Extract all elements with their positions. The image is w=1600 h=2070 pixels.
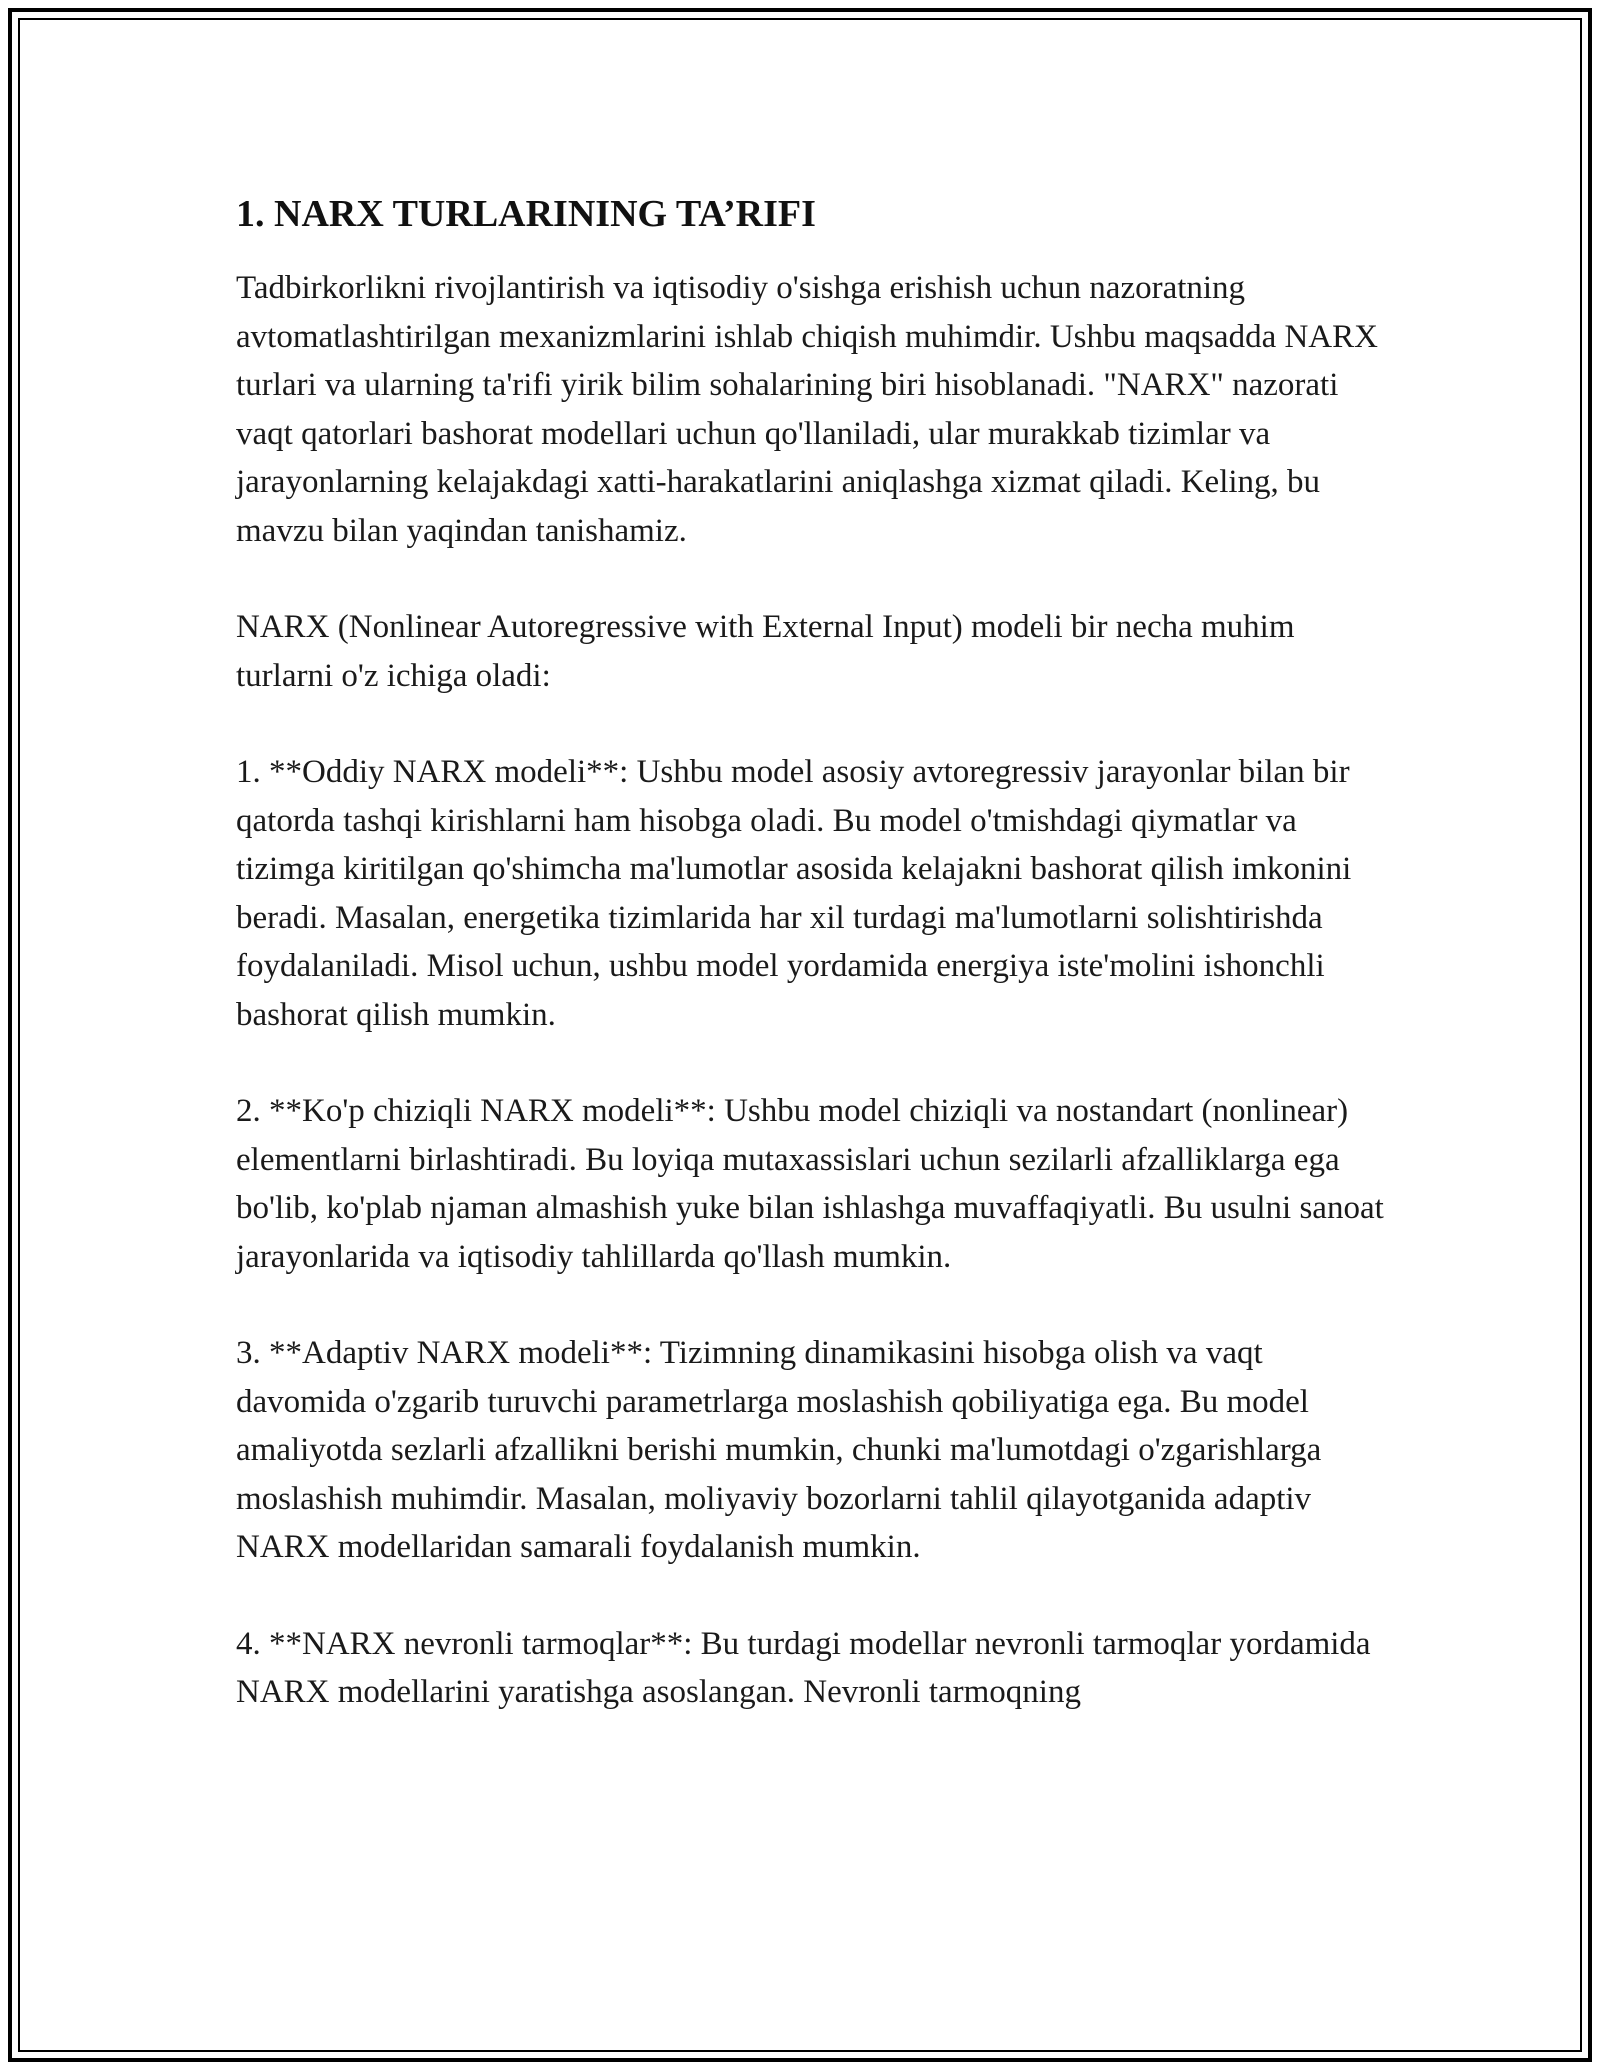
document-body (236, 190, 1386, 1765)
paragraph-narx-types-lead: NARX (Nonlinear Autoregressive with External Input) modeli bir necha muhim turlarni o'z ichiga oladi: (236, 609, 1295, 694)
paragraph-intro: Tadbirkorlikni rivojlantirish va iqtisodiy o'sishga erishish uchun nazoratning avtomatlashtirilgan mexanizmlarini ishlab chiqish muhimdir. Ushbu maqsadda NARX turlari va ularning ta'rifi yirik bilim sohalarining biri hisoblanadi. "NARX" nazorati vaqt qatorlari bashorat modellari uchun qo'llaniladi, ular murakkab tizimlar va jarayonlarning kelajakdagi xatti-harakatlarini aniqlashga xizmat qiladi. Keling, bu mavzu bilan yaqindan tanishamiz. (236, 270, 1378, 549)
paragraph-narx-neural-networks: 4. **NARX nevronli tarmoqlar**: Bu turdagi modellar nevronli tarmoqlar yordamida NARX modellarini yaratishga asoslangan. Nevronli tarmoqning (236, 1625, 1371, 1710)
paragraph-multilinear-narx: 2. **Ko'p chiziqli NARX modeli**: Ushbu model chiziqli va nostandart (nonlinear) elementlarni birlashtiradi. Bu loyiqa mutaxassislari uchun sezilarli afzalliklarga ega bo'lib, ko'plab njaman almashish yuke bilan ishlashga muvaffaqiyatli. Bu usulni sanoat jarayonlarida va iqtisodiy tahlillarda qo'llash mumkin. (236, 1093, 1384, 1275)
paragraph-adaptive-narx: 3. **Adaptiv NARX modeli**: Tizimning dinamikasini hisobga olish va vaqt davomida o'zgarib turuvchi parametrlarga moslashish qobiliyatiga ega. Bu model amaliyotda sezlarli afzallikni berishi mumkin, chunki ma'lumotdagi o'zgarishlarga moslashish muhimdir. Masalan, moliyaviy bozorlarni tahlil qilayotganida adaptiv NARX modellaridan samarali foydalanish mumkin. (236, 1335, 1322, 1565)
section-title: 1. NARX TURLARINING TA’RIFI (236, 193, 816, 235)
paragraph-simple-narx: 1. **Oddiy NARX modeli**: Ushbu model asosiy avtoregressiv jarayonlar bilan bir qatorda tashqi kirishlarni ham hisobga oladi. Bu model o'tmishdagi qiymatlar va tizimga kiritilgan qo'shimcha ma'lumotlar asosida kelajakni bashorat qilish imkonini beradi. Masalan, energetika tizimlarida har xil turdagi ma'lumotlarni solishtirishda foydalaniladi. Misol uchun, ushbu model yordamida energiya iste'molini ishonchli bashorat qilish mumkin. (236, 754, 1352, 1033)
